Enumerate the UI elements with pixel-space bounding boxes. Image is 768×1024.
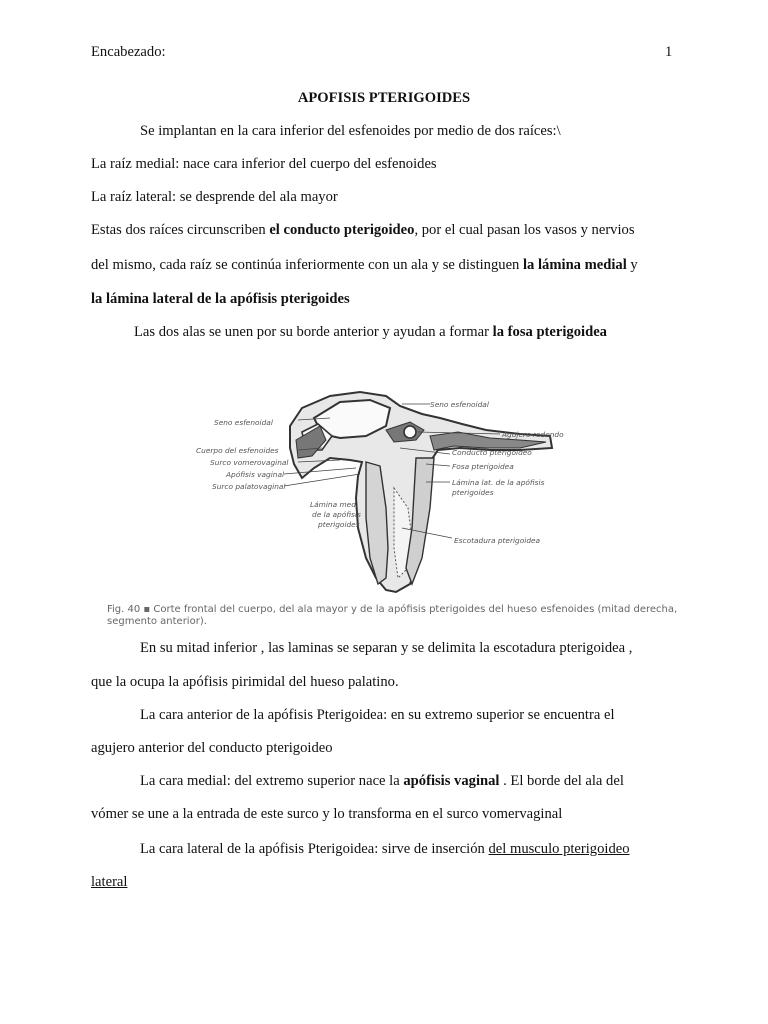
paragraph: La cara anterior de la apófisis Pterigoidea: en su extremo superior se encuentra el (140, 707, 615, 723)
figure-label: pterigoides (452, 488, 494, 497)
figure-label: Lámina med. (310, 500, 359, 509)
paragraph: Se implantan en la cara inferior del esfenoides por medio de dos raíces:\ (140, 123, 561, 139)
paragraph: La raíz lateral: se desprende del ala mayor (91, 189, 338, 205)
bold-term: la lámina medial (523, 257, 627, 273)
paragraph (91, 874, 127, 891)
bold-term: apófisis vaginal (403, 773, 500, 789)
paragraph: que la ocupa la apófisis pirimidal del hueso palatino. (91, 674, 399, 690)
figure-label: Surco palatovaginal (212, 482, 286, 491)
paragraph: La raíz medial: nace cara inferior del cuerpo del esfenoides (91, 156, 437, 172)
figure-label: Escotadura pterigoidea (454, 536, 541, 545)
figure-label: Seno esfenoidal (214, 418, 273, 427)
paragraph: agujero anterior del conducto pterigoideo (91, 740, 333, 756)
paragraph: del mismo, cada raíz se continúa inferiormente con un ala y se distinguen la lámina medial y (91, 257, 638, 273)
page-header: Encabezado: (91, 44, 166, 60)
figure-caption: Fig. 40 ▪ Corte frontal del cuerpo, del ala mayor y de la apófisis pterigoides del hueso esfenoides (mitad derecha, segmento anterior). (107, 604, 678, 627)
page-number: 1 (665, 44, 673, 60)
paragraph: La cara medial: del extremo superior nace la apófisis vaginal . El borde del ala del (140, 773, 624, 789)
anatomy-figure (190, 378, 620, 596)
document-title: APOFISIS PTERIGOIDES (297, 90, 471, 106)
figure-label: Seno esfenoidal (430, 400, 489, 409)
paragraph (91, 291, 350, 308)
underlined-term: lateral (91, 874, 128, 890)
figure-label: Surco vomerovaginal (210, 458, 289, 467)
underlined-term: del musculo pterigoideo (488, 841, 630, 857)
paragraph: Estas dos raíces circunscriben el conducto pterigoideo, por el cual pasan los vasos y nervios (91, 222, 635, 238)
paragraph: vómer se une a la entrada de este surco y lo transforma en el surco vomervaginal (91, 806, 563, 822)
figure-label: Apófisis vaginal (226, 470, 285, 479)
bold-term: la fosa pterigoidea (492, 324, 607, 340)
figure-label: Fosa pterigoidea (452, 462, 514, 471)
bold-term: el conducto pterigoideo (269, 222, 415, 238)
figure-label: pterigoides (318, 520, 360, 529)
figure-label: Agujero redondo (502, 430, 564, 439)
bold-term: la lámina lateral de la apófisis pterigoides (91, 291, 350, 307)
paragraph: En su mitad inferior , las laminas se separan y se delimita la escotadura pterigoidea , (140, 640, 633, 656)
paragraph: La cara lateral de la apófisis Pterigoidea: sirve de inserción del musculo pterigoideo (140, 841, 630, 857)
figure-label: de la apófisis (312, 510, 361, 519)
figure-label: Cuerpo del esfenoides (196, 446, 279, 455)
figure-label: Lámina lat. de la apófisis (452, 478, 545, 487)
paragraph: Las dos alas se unen por su borde anterior y ayudan a formar la fosa pterigoidea (134, 324, 607, 340)
figure-label: Conducto pterigoideo (452, 448, 532, 457)
